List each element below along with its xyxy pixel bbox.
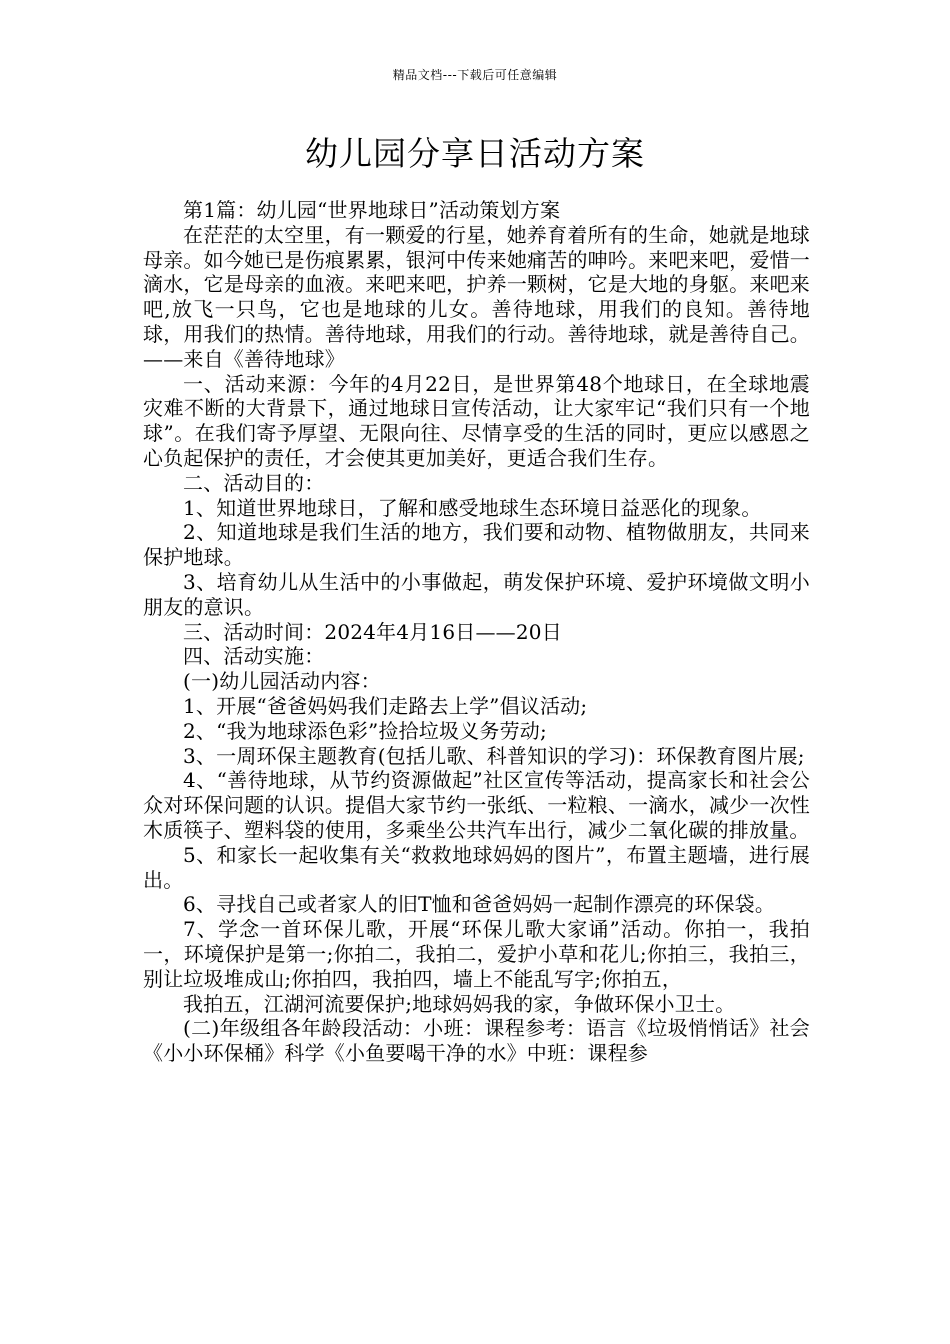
document-title: 幼儿园分享日活动方案 [305,134,645,173]
purpose-item: 1、知道世界地球日，了解和感受地球生态环境日益恶化的现象。 [183,495,762,520]
subsection-heading: (二)年级组各年龄段活动：小班：课程参考：语言《垃圾悄悄话》社会《小小环保桶》科学《小鱼要喝干净的水》中班：课程参 [143,1016,810,1066]
subsection-heading: (一)幼儿园活动内容： [183,669,381,694]
activity-item: 6、寻找自己或者家人的旧T恤和爸爸妈妈一起制作漂亮的环保袋。 [183,892,776,917]
purpose-item: 3、培育幼儿从生活中的小事做起，萌发保护环境、爱护环境做文明小朋友的意识。 [143,569,810,619]
page-header: 精品文档---下载后可任意编辑 [392,68,558,82]
intro-paragraph: 在茫茫的太空里，有一颗爱的行星，她养育着所有的生命，她就是地球母亲。如今她已是伤痕累累，银河中传来她痛苦的呻吟。来吧来吧，爱惜一滴水，它是母亲的血液。来吧来吧，护养一颗树，它是大地的身躯。来吧来吧,放飞一只鸟，它也是地球的儿女。善待地球，用我们的良知。善待地球，用我们的热情。善待地球，用我们的行动。善待地球，就是善待自己。——来自《善待地球》 [143,222,810,371]
document-body [143,198,810,1066]
activity-item-continued: 我拍五，江湖河流要保护;地球妈妈我的家，争做环保小卫士。 [183,991,736,1016]
activity-source-paragraph: 一、活动来源：今年的4月22日，是世界第48个地球日，在全球地震灾难不断的大背景下，通过地球日宣传活动，让大家牢记“我们只有一个地球”。在我们寄予厚望、无限向往、尽情享受的生活的同时，更应以感恩之心负起保护的责任，才会使其更加美好，更适合我们生存。 [143,371,810,470]
activity-item: 1、开展“爸爸妈妈我们走路去上学”倡议活动; [183,693,588,718]
implementation-heading: 四、活动实施： [183,644,325,669]
section-heading: 第1篇：幼儿园“世界地球日”活动策划方案 [183,198,561,222]
activity-item: 7、学念一首环保儿歌，开展“环保儿歌大家诵”活动。你拍一，我拍一，环境保护是第一;你拍二，我拍二，爱护小草和花儿;你拍三，我拍三，别让垃圾堆成山;你拍四，我拍四，墙上不能乱写字;你拍五， [143,917,810,991]
activity-item: 2、“我为地球添色彩”捡拾垃圾义务劳动; [183,718,547,743]
activity-item: 4、“善待地球，从节约资源做起”社区宣传等活动，提高家长和社会公众对环保问题的认识。提倡大家节约一张纸、一粒粮、一滴水，减少一次性木质筷子、塑料袋的使用，多乘坐公共汽车出行，减少二氧化碳的排放量。 [143,768,810,842]
purpose-item: 2、知道地球是我们生活的地方，我们要和动物、植物做朋友，共同来保护地球。 [143,520,810,570]
activity-item: 5、和家长一起收集有关“救救地球妈妈的图片”，布置主题墙，进行展出。 [143,842,810,892]
time-heading: 三、活动时间：2024年4月16日——20日 [183,619,562,644]
purpose-heading: 二、活动目的： [183,470,325,495]
activity-item: 3、一周环保主题教育(包括儿歌、科普知识的学习)：环保教育图片展; [183,743,805,768]
